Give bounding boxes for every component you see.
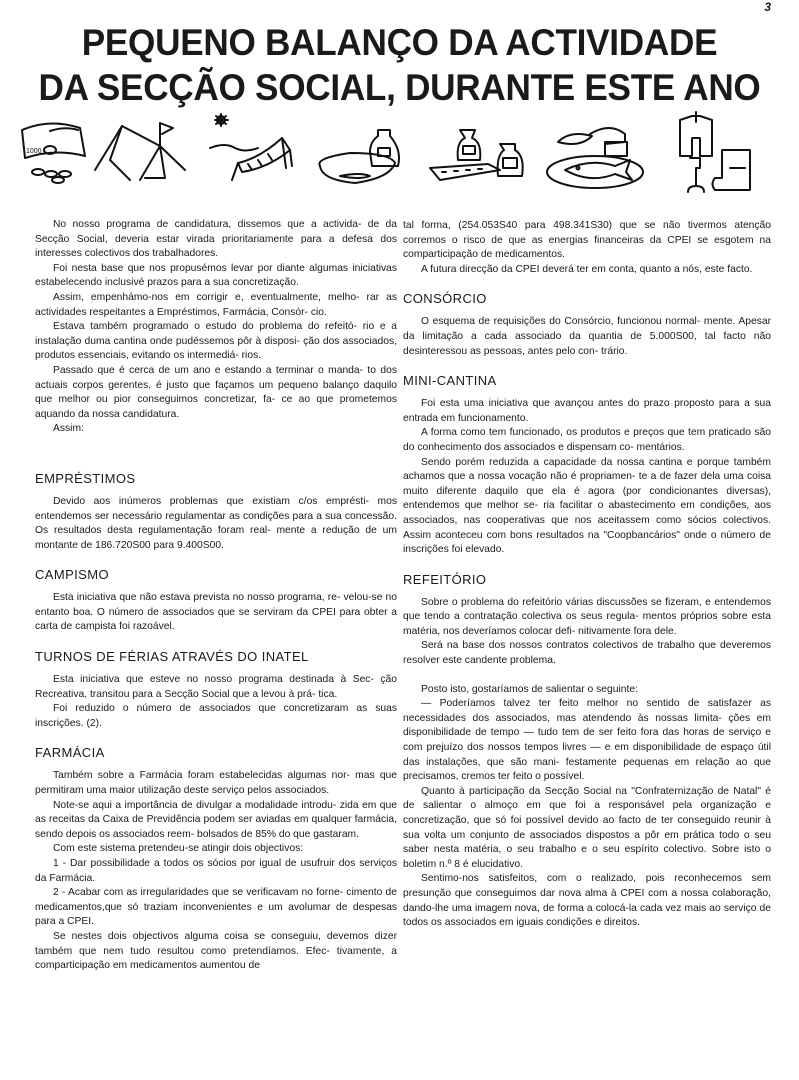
paragraph: A forma como tem funcionado, os produtos e preços que tem praticado são do conhecimento dos associados e dispensam co- mentários.: [403, 427, 771, 453]
paragraph: Esta iniciativa que esteve no nosso programa destinada à Sec- ção Recreativa, transitou para a Secção Social que a levou à prá- tica.: [35, 674, 397, 700]
section-heading: CAMPISMO: [35, 567, 109, 583]
paragraph: Com este sistema pretendeu-se atingir dois objectivos:: [53, 843, 304, 855]
section-mini-cantina: [403, 373, 771, 558]
paragraph: — Poderíamos talvez ter feito melhor no sentido de satisfazer as necessidades dos associados, mas atendendo às nossas limita- ções em disponibilidade de tempo — tudo tem de ser feito fora das horas de serviço e com prejuízo dos nossos tempos livres — e em disponibilidade de espaço útil das instalações, que são mani- festamente pequenas em relação ao que precisamos, cremos ter feito o possível.: [403, 698, 771, 783]
paragraph: A futura direcção da CPEI deverá ter em conta, quanto a nós, este facto.: [421, 263, 753, 275]
paragraph: Posto isto, gostaríamos de salientar o seguinte:: [421, 683, 638, 695]
section-heading: MINI-CANTINA: [403, 373, 497, 389]
paragraph: Quanto à participação da Secção Social na "Confraternização de Natal" é de salientar o almoço em que foi a responsável pela organização e concretização, que só foi possível devido ao facto de ter conseguido reunir à sua volta um conjunto de associados dispostos a pôr em prática todo o seu saber nesta matéria, o seu trabalho e o seu espírito colectivo. Sobre isto o boletim n.º 8 é elucidativo.: [403, 785, 771, 870]
money-icon: [22, 123, 85, 183]
paragraph: Assim, empenhámo-nos em corrigir e, eventualmente, melho- rar as actividades respeitantes a Empréstimos, Farmácia, Consór- cio.: [35, 291, 397, 318]
paragraph: Foi nesta base que nos propusémos levar por diante algumas iniciativas estabelecendo inclusivé prazos para a sua concretização.: [35, 262, 397, 289]
tent-icon: [95, 123, 185, 180]
section-heading: REFEITÓRIO: [403, 571, 487, 587]
left-column: [35, 218, 397, 974]
section-heading: TURNOS DE FÉRIAS ATRAVÉS DO INATEL: [35, 649, 309, 665]
paragraph: Passado que é cerca de um ano e estando a terminar o manda- to dos actuais corpos gerentes, é justo que façamos um pequeno balanço daquilo que melhor ou pior conseguimos concretizar, fa- ce ao que prometemos aquando da nossa candidatura.: [35, 364, 397, 420]
intro-section: [35, 218, 397, 437]
clothes-boots-icon: [680, 112, 750, 192]
paragraph: Estava também programado o estudo do problema do refeitó- rio e a instalação duma cantina onde pudéssemos pôr à disposi- ção dos associados, produtos essenciais, evitando os intermediá- rios.: [35, 321, 397, 362]
paragraph: tal forma, (254.053S40 para 498.341S30) que se não tivermos atenção corremos o risco de que as energias financeiras da CPEI se esgotem na comparticipação de medicamentos.: [403, 220, 771, 261]
section-farmacia: [35, 745, 397, 973]
paragraph: Foi esta uma iniciativa que avançou antes do prazo proposto para a sua entrada em funcionamento.: [403, 398, 771, 424]
farmacia-continued: [403, 219, 771, 277]
right-column: [403, 219, 771, 931]
section-campismo: [35, 567, 397, 635]
section-emprestimos: [35, 471, 397, 553]
paragraph: Devido aos inúmeros problemas que existiam c/os emprésti- mos entendemos ser necessário regulamentar as condições para a sua concessão. Os resultados desta regulamentação foram real- mente a redução de um montante de 186.720S00 para 9.400S00.: [35, 495, 397, 551]
paragraph: 1 - Dar possibilidade a todos os sócios por igual de usufruir dos serviços da Farmácia.: [35, 858, 397, 884]
page-title: [20, 20, 779, 110]
paragraph: Foi reduzido o número de associados que concretizaram as suas inscrições. (2).: [35, 703, 397, 729]
pharmacy-icon: [430, 130, 523, 180]
illustration-strip: [10, 108, 790, 198]
banknote-text: 1000: [26, 148, 42, 155]
page-number: 3: [764, 0, 771, 14]
section-heading: FARMÁCIA: [35, 745, 105, 761]
section-heading: EMPRÉSTIMOS: [35, 470, 136, 486]
title-line-1: PEQUENO BALANÇO DA ACTIVIDADE: [81, 22, 718, 63]
section-consorcio: [403, 291, 771, 359]
conclusion-section: [403, 683, 771, 931]
paragraph: Esta iniciativa que não estava prevista no nosso programa, re- velou-se no entanto boa. O número de associados que se serviram da CPEI para obter a carta de campista foi razoável.: [35, 592, 397, 633]
paragraph: Sendo porém reduzida a capacidade da nossa cantina e porque também achamos que a nossa vocação não é propriamen- te a de fazer dela uma coisa muito diferente daquilo que ela é agora (por condicionantes diversas), entendemos que melhor se- ria facilitar o abastecimento em condições, aos associados, nas cooperativas que nos aceitassem como sócios colectivos. Assim aconteceu com bons resultados na "Coopbancários" onde o número de inscrições foi elevado.: [403, 456, 771, 556]
paragraph: Também sobre a Farmácia foram estabelecidas algumas nor- mas que permitiram uma maior utilização deste serviço pelos associados.: [35, 770, 397, 797]
paragraph: Note-se aqui a importância de divulgar a modalidade introdu- zida em que as receitas da Caixa de Previdência podem ser aviadas em qualquer farmácia, sendo depois os associados reem- bolsados de 85% do que gastaram.: [35, 799, 397, 840]
deckchair-icon: [210, 114, 292, 180]
section-heading: CONSÓRCIO: [403, 291, 487, 307]
paragraph: Sobre o problema do refeitório várias discussões se fizeram, e entendemos que tendo a contratação colectiva os seus regula- mentos próprios sobre esta matéria, nos deveríamos colocar defi- nitivamente fora dele.: [403, 596, 771, 637]
paragraph: Sentimo-nos satisfeitos, com o realizado, pois reconhecemos sem presunção que conseguimos dar nova alma à CPEI com a nossa colaboração, dando-lhe uma imagem nova, de forma a colocá-la cada vez mais ao serviço de todos os associados em iguais condições e direitos.: [403, 873, 771, 929]
paragraph: Assim:: [53, 423, 84, 435]
paragraph: Se nestes dois objectivos alguma coisa se conseguiu, devemos dizer também que nem tudo resultou como pretendíamos. Efec- tivamente, a comparticipação em medicamentos aumentou de: [35, 930, 397, 972]
paragraph: Será na base dos nossos contratos colectivos de trabalho que deveremos resolver este candente problema.: [403, 640, 771, 667]
paragraph: O esquema de requisições do Consórcio, funcionou normal- mente. Apesar da limitação a cada associado da quantia de 5.000S00, tal facto não desinteressou as pessoas, antes pelo con- trário.: [403, 316, 771, 357]
section-turnos-ferias: [35, 649, 397, 731]
section-refeitorio: [403, 572, 771, 669]
bowl-bottle-icon: [319, 130, 399, 183]
fish-plate-icon: [547, 128, 643, 188]
title-line-2: DA SECÇÃO SOCIAL, DURANTE ESTE ANO: [38, 67, 761, 108]
paragraph: No nosso programa de candidatura, dissemos que a activida- de da Secção Social, deveria estar virada prioritariamente para a defesa dos interesses colectivos dos trabalhadores.: [35, 219, 397, 260]
paragraph: 2 - Acabar com as irregularidades que se verificavam no forne- cimento de medicamentos,que só traziam inconvenientes e um avolumar de despesas para a CPEI.: [35, 887, 397, 928]
